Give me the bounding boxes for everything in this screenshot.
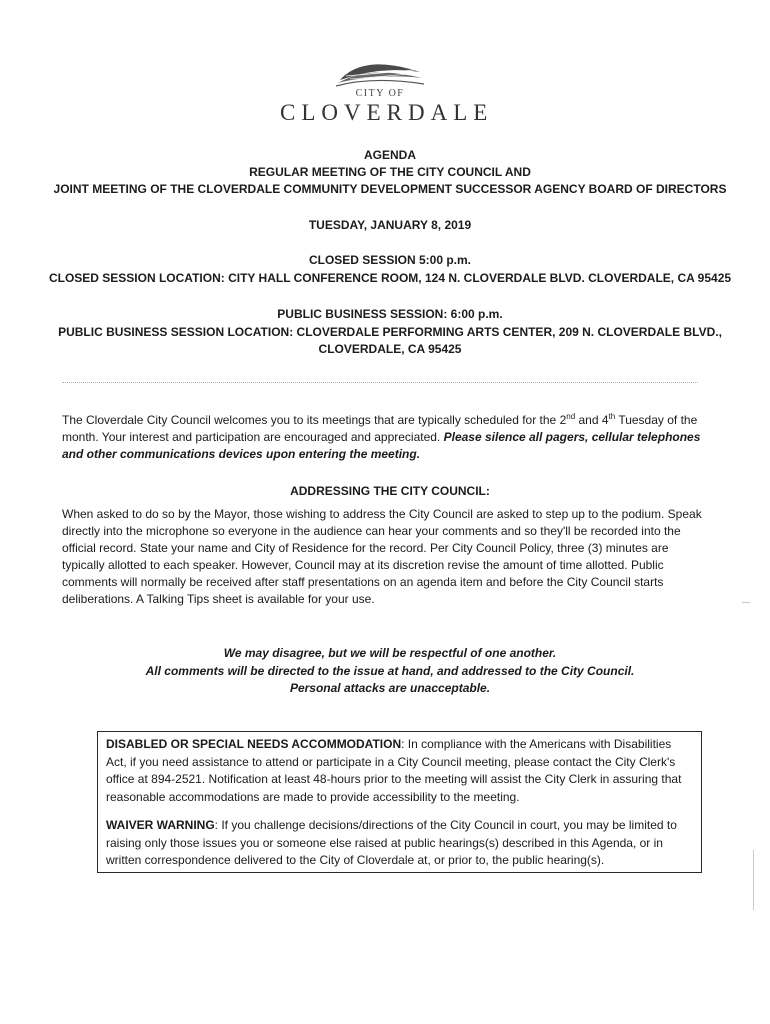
meeting-title-line-2: JOINT MEETING OF THE CLOVERDALE COMMUNITY DEVELOPMENT SUCCESSOR AGENCY BOARD OF DIRECTORS: [53, 182, 727, 196]
welcome-sup-th: th: [608, 412, 616, 421]
addressing-council-heading: ADDRESSING THE CITY COUNCIL:: [290, 484, 490, 498]
scan-mark: [742, 602, 750, 603]
respect-line-1: We may disagree, but we will be respectful of one another.: [223, 646, 557, 660]
silence-devices-notice: Please silence all pagers, cellular telephones and other communications devices upon entering the meeting.: [62, 430, 701, 461]
divider: [62, 382, 698, 383]
closed-session-location: CLOSED SESSION LOCATION: CITY HALL CONFERENCE ROOM, 124 N. CLOVERDALE BLVD. CLOVERDALE, CA 95425: [48, 271, 732, 285]
welcome-text-c: Tuesday of the month. Your interest and participation are encouraged and appreciated.: [62, 413, 698, 444]
respect-line-3: Personal attacks are unacceptable.: [289, 681, 491, 695]
scan-edge-mark: [753, 850, 754, 910]
city-logo: [280, 58, 494, 128]
notice-box: [97, 731, 702, 873]
waiver-warning-title: WAIVER WARNING: [106, 818, 215, 832]
agenda-title: AGENDA: [363, 148, 416, 162]
public-session-location-line-1: PUBLIC BUSINESS SESSION LOCATION: CLOVERDALE PERFORMING ARTS CENTER, 209 N. CLOVERDALE BLVD.,: [58, 325, 722, 339]
addressing-council-paragraph: [62, 506, 706, 608]
respect-statement: [40, 645, 740, 698]
waiver-warning-text: : If you challenge decisions/directions of the City Council in court, you may be limited to raising only those issues you or someone else raised at public hearings(s) described in this Agenda, or in written correspondence delivered to the City of Cloverdale at, or prior to, the public hearing(s).: [106, 818, 677, 867]
logo-city-of: CITY OF: [355, 88, 405, 99]
welcome-text-a: The Cloverdale City Council welcomes you to its meetings that are typically scheduled for the 2: [62, 413, 567, 427]
respect-line-2: All comments will be directed to the issue at hand, and addressed to the City Council.: [145, 663, 635, 678]
public-session-time: PUBLIC BUSINESS SESSION: 6:00 p.m.: [277, 307, 503, 321]
welcome-sup-nd: nd: [566, 412, 576, 421]
logo-city-name: CLOVERDALE: [280, 100, 494, 125]
disabled-accommodation-notice: [106, 736, 693, 806]
hills-logo-icon: [336, 58, 424, 88]
addressing-council-text: When asked to do so by the Mayor, those wishing to address the City Council are asked to step up to the podium. Speak directly into the microphone so everyone in the audience can hear your comments and so they'll be recorded into the official record. State your name and City of Residence for the record. Per City Council Policy, three (3) minutes are typically allotted to each speaker. However, Council may at its discretion revise the amount of time allotted. Public comments will normally be received after staff presentations on an agenda item and before the City Council starts deliberations. A Talking Tips sheet is available for your use.: [62, 507, 702, 606]
public-session-location-line-2: CLOVERDALE, CA 95425: [318, 342, 462, 356]
meeting-title-line-1: REGULAR MEETING OF THE CITY COUNCIL AND: [249, 165, 531, 179]
disabled-accommodation-title: DISABLED OR SPECIAL NEEDS ACCOMMODATION: [106, 737, 402, 751]
waiver-warning-notice: [106, 817, 693, 870]
welcome-text-b: and 4: [575, 413, 609, 427]
meeting-date: TUESDAY, JANUARY 8, 2019: [308, 218, 472, 232]
disabled-accommodation-text: : In compliance with the Americans with Disabilities Act, if you need assistance to attend or participate in a City Council meeting, please contact the City Clerk's office at 894-2521. Notification at least 48-hours prior to the meeting will assist the City Clerk in assuring that reasonable accommodations are made to provide accessibility to the meeting.: [106, 737, 682, 804]
welcome-paragraph: [62, 412, 706, 463]
closed-session-time: CLOSED SESSION 5:00 p.m.: [308, 253, 472, 267]
